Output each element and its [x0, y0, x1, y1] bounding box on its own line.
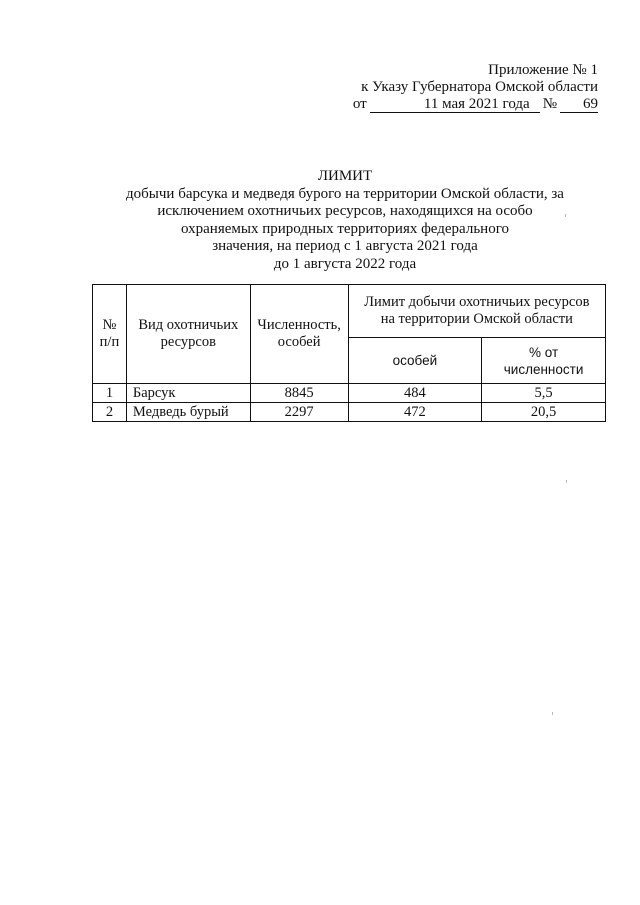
scan-speck — [566, 480, 567, 483]
appendix-date-line — [298, 96, 598, 113]
appendix-title: Приложение № 1 — [488, 62, 598, 78]
document-title — [100, 168, 590, 273]
decree-date: 11 мая 2021 года — [370, 97, 540, 113]
decree-number: 69 — [560, 97, 598, 113]
number-label: № — [542, 96, 557, 112]
cell-population: 8845 — [250, 384, 348, 403]
scan-speck — [565, 214, 566, 217]
cell-population: 2297 — [250, 403, 348, 422]
cell-limit-individuals: 472 — [348, 403, 482, 422]
cell-num: 1 — [93, 384, 127, 403]
table-row — [93, 384, 606, 403]
header-num: № п/п — [93, 285, 127, 384]
cell-species: Барсук — [126, 384, 250, 403]
cell-num: 2 — [93, 403, 127, 422]
cell-limit-percent: 20,5 — [482, 403, 606, 422]
title-heading: ЛИМИТ — [317, 168, 373, 184]
appendix-decree-ref: к Указу Губернатора Омской области — [361, 79, 598, 95]
header-limit-individuals: особей — [348, 338, 482, 384]
title-line-5: до 1 августа 2022 года — [273, 255, 417, 272]
cell-limit-individuals: 484 — [348, 384, 482, 403]
scan-speck — [552, 712, 553, 715]
cell-species: Медведь бурый — [126, 403, 250, 422]
header-species: Вид охотничьих ресурсов — [126, 285, 250, 384]
title-line-2: исключением охотничьих ресурсов, находящихся на особо — [157, 203, 533, 219]
from-label: от — [352, 96, 367, 112]
title-line-3: охраняемых природных территориях федерального — [181, 220, 509, 237]
cell-limit-percent: 5,5 — [482, 384, 606, 403]
title-line-1: добычи барсука и медведя бурого на территории Омской области, за — [126, 185, 564, 202]
header-population: Численность, особей — [250, 285, 348, 384]
limit-table — [92, 284, 606, 422]
header-limit: Лимит добычи охотничьих ресурсов на территории Омской области — [348, 285, 605, 338]
table-row — [93, 403, 606, 422]
header-limit-percent: % от численности — [482, 338, 606, 384]
table-header-row — [93, 285, 606, 338]
title-line-4: значения, на период с 1 августа 2021 года — [212, 238, 478, 254]
appendix-header — [298, 62, 598, 113]
